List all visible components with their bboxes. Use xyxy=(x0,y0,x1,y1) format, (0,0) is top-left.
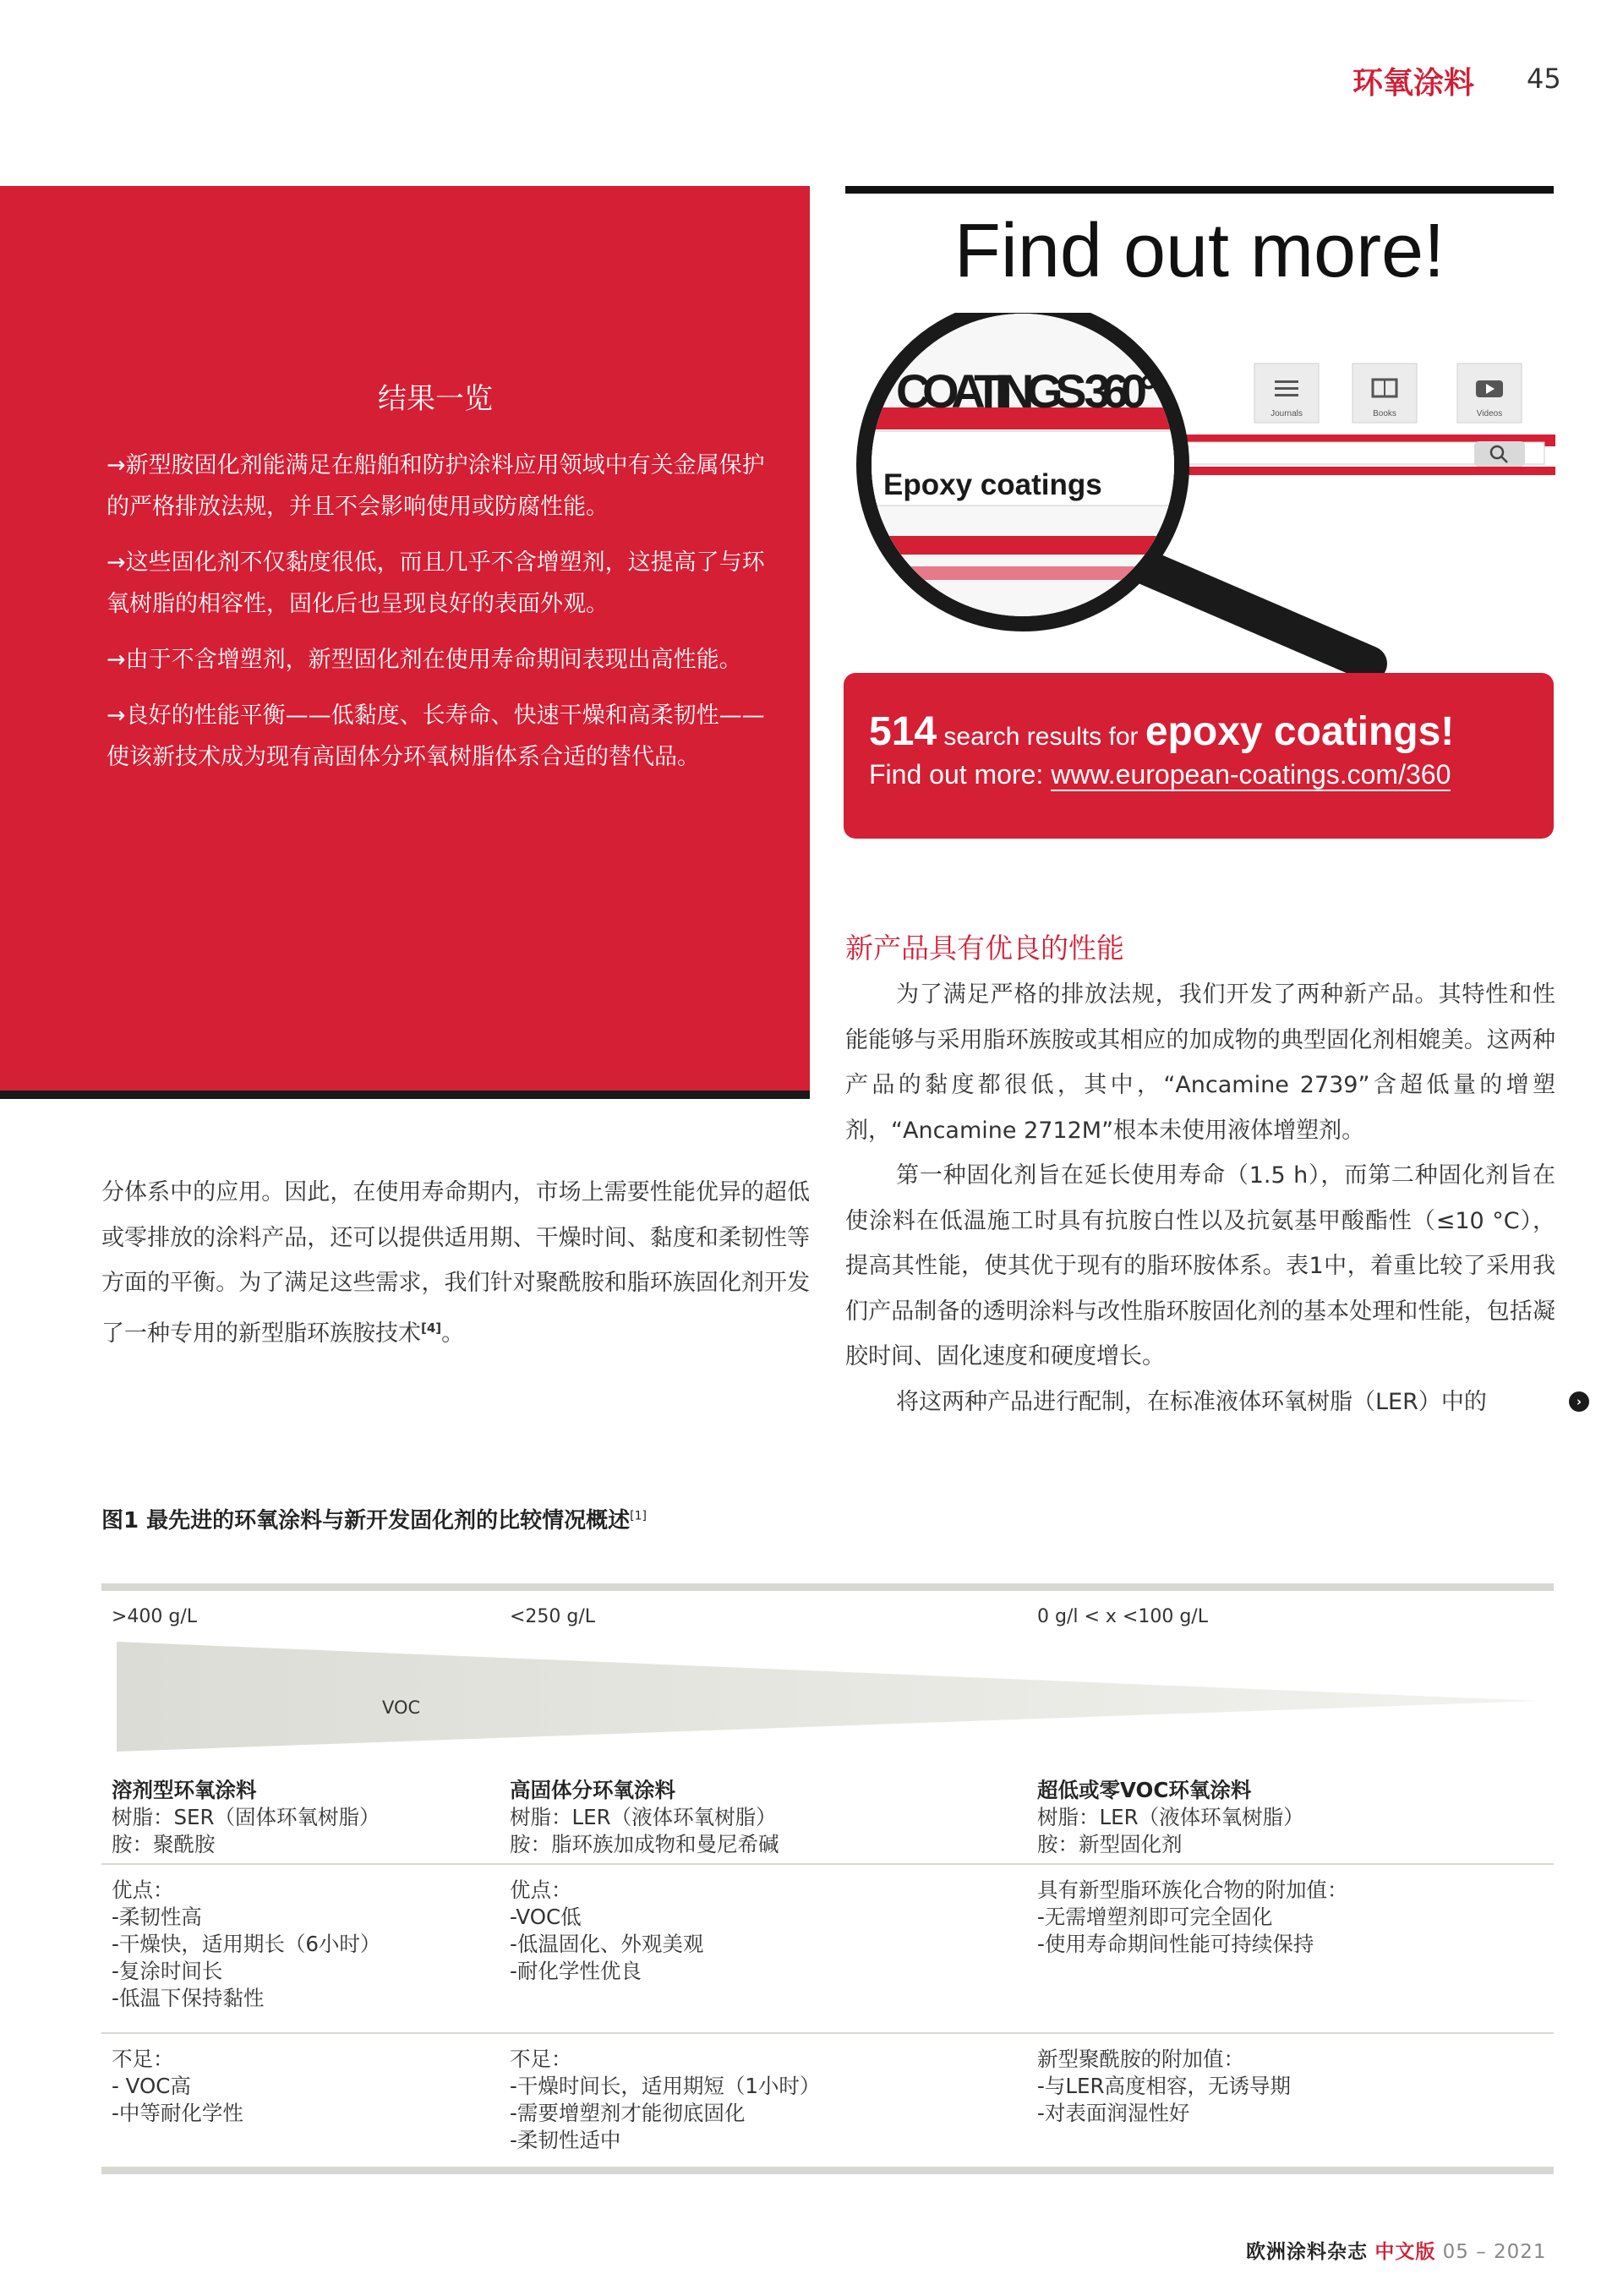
continue-arrow-icon[interactable]: › xyxy=(1569,1391,1589,1412)
category-amine: 胺：聚酰胺 xyxy=(112,1832,216,1856)
voc-label-low: 0 g/l < x <100 g/L xyxy=(1037,1606,1208,1627)
footer-issue: 05 – 2021 xyxy=(1442,2241,1547,2263)
voc-gradient-wedge xyxy=(117,1642,1554,1760)
right-column-text xyxy=(845,972,1555,1424)
pros-item: -低温固化、外观美观 xyxy=(510,1932,704,1956)
ad-results-text: search results for xyxy=(937,723,1145,751)
category-amine: 胺：脂环族加成物和曼尼希碱 xyxy=(510,1832,779,1856)
footer-edition: 中文版 xyxy=(1374,2241,1436,2263)
footer-journal: 欧洲涂料杂志 xyxy=(1246,2241,1368,2263)
category-name: 高固体分环氧涂料 xyxy=(510,1778,675,1802)
cons-high-solids xyxy=(510,2046,820,2154)
category-resin: 树脂：LER（液体环氧树脂） xyxy=(510,1805,777,1829)
cons-item: -干燥时间长，适用期短（1小时） xyxy=(510,2074,821,2098)
pros-item: -低温下保持黏性 xyxy=(112,1986,265,2010)
category-solvent xyxy=(112,1777,380,1858)
ad-results-query: epoxy coatings! xyxy=(1145,709,1455,754)
pros-solvent xyxy=(112,1877,380,2012)
category-high-solids xyxy=(510,1777,779,1858)
category-resin: 树脂：LER（液体环氧树脂） xyxy=(1037,1805,1304,1829)
page-number: 45 xyxy=(1527,63,1561,95)
summary-item: →良好的性能平衡——低黏度、长寿命、快速干燥和高柔韧性——使该新技术成为现有高固体分环氧树脂体系合适的替代品。 xyxy=(107,702,765,770)
section-heading: 新产品具有优良的性能 xyxy=(845,932,1124,965)
ad-logo: COATINGS 360° xyxy=(896,364,1158,418)
pros-item: -复涂时间长 xyxy=(112,1959,223,1983)
category-resin: 树脂：SER（固体环氧树脂） xyxy=(112,1805,380,1829)
ad-magnifier-illustration xyxy=(845,313,1555,685)
pros-item: -无需增塑剂即可完全固化 xyxy=(1037,1905,1273,1929)
summary-title: 结果一览 xyxy=(378,382,493,416)
pros-item: -干燥快，适用期长（6小时） xyxy=(112,1932,381,1956)
ad-results-count: 514 xyxy=(869,709,937,754)
ad-results-line xyxy=(869,708,1454,755)
voc-label-high: >400 g/L xyxy=(112,1606,198,1627)
pros-low-voc xyxy=(1037,1877,1348,1958)
cons-low-voc xyxy=(1037,2046,1291,2127)
section-title: 环氧涂料 xyxy=(1352,66,1475,101)
ad-results-band xyxy=(844,673,1554,839)
body-paragraph: 第一种固化剂旨在延长使用寿命（1.5 h），而第二种固化剂旨在使涂料在低温施工时具有抗胺白性以及抗氨基甲酸酯性（≤10 °C），提高其性能，使其优于现有的脂环胺体系。表1中，着重比较了采用我们产品制备的透明涂料与改性脂环胺固化剂的基本处理和性能，包括凝胶时间、固化速度和硬度增长。 xyxy=(845,1162,1555,1369)
cons-item: -需要增塑剂才能彻底固化 xyxy=(510,2101,746,2125)
pros-item: -耐化学性优良 xyxy=(510,1959,642,1983)
cons-item: -柔韧性适中 xyxy=(510,2128,621,2152)
row-divider xyxy=(101,1863,1554,1865)
summary-item: →这些固化剂不仅黏度很低，而且几乎不含增塑剂，这提高了与环氧树脂的相容性，固化后也呈现良好的表面外观。 xyxy=(107,549,765,617)
body-paragraph: 为了满足严格的排放法规，我们开发了两种新产品。其特性和性能能够与采用脂环族胺或其相应的加成物的典型固化剂相媲美。这两种产品的黏度都很低，其中，“Ancamine 2739”含超低量的增塑剂，“Ancamine 2712M”根本未使用液体增塑剂。 xyxy=(845,981,1555,1144)
cons-item: -对表面润湿性好 xyxy=(1037,2101,1190,2125)
pros-item: -VOC低 xyxy=(510,1905,582,1929)
ad-headline: Find out more! xyxy=(954,209,1445,293)
pros-item: -柔韧性高 xyxy=(112,1905,202,1929)
category-amine: 胺：新型固化剂 xyxy=(1037,1832,1183,1856)
left-column-text xyxy=(101,1170,810,1356)
category-low-voc xyxy=(1037,1777,1304,1858)
cons-item: -中等耐化学性 xyxy=(112,2101,243,2125)
nav-label-journals: Journals xyxy=(1271,409,1303,418)
body-paragraph: 分体系中的应用。因此，在使用寿命期内，市场上需要性能优异的超低或零排放的涂料产品，还可以提供适用期、干燥时间、黏度和柔韧性等方面的平衡。为了满足这些需求，我们针对聚酰胺和脂环族固化剂开发了一种专用的新型脂环族胺技术 xyxy=(101,1179,810,1347)
ad-top-rule xyxy=(845,186,1554,194)
pros-item: -使用寿命期间性能可持续保持 xyxy=(1037,1932,1314,1956)
voc-label-mid: <250 g/L xyxy=(510,1606,596,1627)
cons-solvent xyxy=(112,2046,243,2127)
ad-search-term: Epoxy coatings xyxy=(883,468,1102,501)
summary-list xyxy=(107,445,774,792)
summary-item: →由于不含增塑剂，新型固化剂在使用寿命期间表现出高性能。 xyxy=(107,647,742,673)
sentence-end: 。 xyxy=(441,1320,465,1347)
row-divider xyxy=(101,2032,1554,2034)
voc-axis-label: VOC xyxy=(382,1697,421,1718)
figure-reference: [1] xyxy=(630,1509,647,1523)
body-paragraph: 将这两种产品进行配制，在标准液体环氧树脂（LER）中的 xyxy=(896,1388,1487,1415)
nav-label-books: Books xyxy=(1373,409,1396,418)
footer xyxy=(1246,2236,1547,2264)
summary-box-rule xyxy=(0,1091,810,1099)
summary-item: →新型胺固化剂能满足在船舶和防护涂料应用领域中有关金属保护的严格排放法规，并且不会影响使用或防腐性能。 xyxy=(107,452,765,520)
ad-url-link[interactable]: www.european-coatings.com/360 xyxy=(1051,759,1451,790)
category-name: 溶剂型环氧涂料 xyxy=(112,1778,257,1802)
figure-bottom-rule xyxy=(101,2167,1554,2174)
figure-top-rule xyxy=(101,1583,1554,1591)
category-name: 超低或零VOC环氧涂料 xyxy=(1037,1778,1252,1802)
cons-item: - VOC高 xyxy=(112,2074,191,2098)
pros-title: 具有新型脂环族化合物的附加值： xyxy=(1037,1878,1348,1902)
cons-title: 不足： xyxy=(112,2047,174,2071)
cons-title: 不足： xyxy=(510,2047,572,2071)
nav-label-videos: Videos xyxy=(1476,409,1503,418)
pros-high-solids xyxy=(510,1877,703,1985)
ad-find-more-line xyxy=(869,759,1451,790)
figure-title-text: 图1 最先进的环氧涂料与新开发固化剂的比较情况概述 xyxy=(101,1508,631,1533)
pros-title: 优点： xyxy=(510,1878,572,1902)
cons-title: 新型聚酰胺的附加值： xyxy=(1037,2047,1244,2071)
pros-title: 优点： xyxy=(112,1878,174,1902)
reference-mark: [4] xyxy=(421,1320,442,1336)
figure-title xyxy=(101,1503,647,1534)
cons-item: -与LER高度相容，无诱导期 xyxy=(1037,2074,1291,2098)
ad-find-more-prefix: Find out more: xyxy=(869,759,1052,790)
